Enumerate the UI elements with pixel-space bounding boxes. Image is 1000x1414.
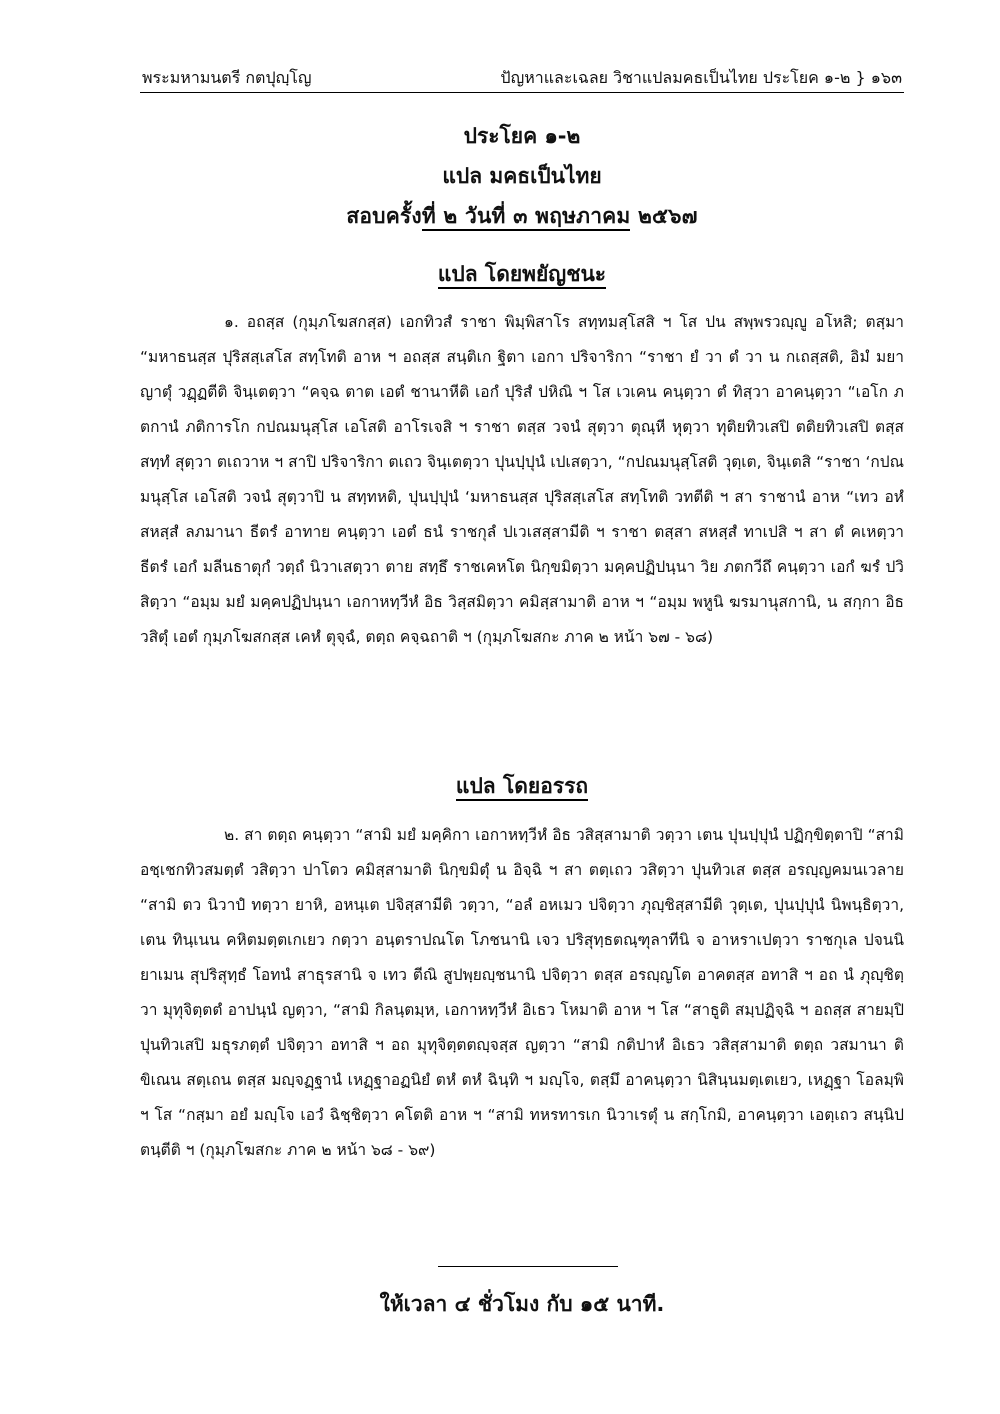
- title-level: ประโยค ๑-๒: [463, 124, 581, 148]
- exam-date-suffix: ๒๕๖๗: [630, 204, 698, 228]
- paragraph-2-text: สา ตตฺถ คนฺตฺวา “สามิ มยํ มคฺคิกา เอกาหทฺวีหํ อิธ วสิสฺสามาติ วตฺวา เตน ปุนปฺปุนํ ปฏิกฺขิตฺตาปิ “สามิ อชฺเชกทิวสมตฺตํ วสิตฺวา ปาโตว คมิสฺสามาติ นิกฺขมิตุํ น อิจฺฉิ ฯ สา ตตฺเถว วสิตฺวา ปุนทิวเส ตสฺส อรญฺญคมนเวลาย “สามิ ตว นิวาปํ ทตฺวา ยาหิ, อหนฺเต ปจิสฺสามีติ วตฺวา, “อลํ อหเมว ปจิตฺวา ภุญฺชิสฺสามีติ วุตฺเต, ปุนปฺปุนํ นิพนฺธิตฺวา, เตน ทินฺเนน คหิตมตฺตเกเยว กตฺวา อนฺตราปณโต โภชนานิ เจว ปริสุทฺธตณฺฑุลาทีนิ จ อาหราเปตฺวา ราชกุเล ปจนนิยาเมน สุปริสุทฺธํ โอทนํ สาธุรสานิ จ เทว ตีณิ สูปพฺยญฺชนานิ ปจิตฺวา ตสฺส อรญฺญโต อาคตสฺส อทาสิ ฯ อถ นํ ภุญฺชิตฺวา มุทุจิตฺตตํ อาปนฺนํ ญตฺวา, “สามิ กิลนฺตมฺห, เอกาหทฺวีหํ อิเธว โหมาติ อาห ฯ โส “สาธูติ สมฺปฏิจฺฉิ ฯ อถสฺส สายมฺปิ ปุนทิวเสปิ มธุรภตฺตํ ปจิตฺวา อทาสิ ฯ อถ มุทุจิตฺตตญฺจสฺส ญตฺวา “สามิ กติปาหํ อิเธว วสิสฺสามาติ ตตฺถ วสมานา ติขิเณน สตฺเถน ตสฺส มญฺจฏฺฐานํ เหฏฺฐาอฏนิยํ ตหํ ตหํ ฉินฺทิ ฯ มญฺโจ, ตสฺมึ อาคนฺตฺวา นิสินฺนมตฺเตเยว, เหฏฺฐา โอลมฺพิ ฯ โส “กสฺมา อยํ มญฺโจ เอวํ ฉิชฺชิตฺวา คโตติ อาห ฯ “สามิ ทหรทารเก นิวาเรตุํ น สกฺโกมิ, อาคนฺตฺวา เอตฺเถว สนฺนิปตนฺตีติ ฯ (กุมฺภโฆสกะ ภาค ๒ หน้า ๖๘ - ๖๙): [140, 826, 904, 1159]
- time-allotted: ให้เวลา ๔ ชั่วโมง กับ ๑๕ นาที.: [379, 1292, 665, 1316]
- page-header: [140, 66, 904, 93]
- closing-divider: [438, 1266, 618, 1267]
- paragraph-2-number: ๒.: [224, 826, 240, 844]
- section-heading-literal: [140, 258, 904, 291]
- section-heading-meaning: [140, 770, 904, 803]
- exam-date-prefix: สอบครั้ง: [346, 204, 422, 228]
- exam-date-underlined: ที่ ๒ วันที่ ๓ พฤษภาคม: [422, 204, 631, 231]
- paragraph-1: [140, 305, 904, 655]
- title-exam-date: [140, 202, 904, 230]
- paragraph-1-text: อถสฺส (กุมฺภโฆสกสฺส) เอกทิวสํ ราชา พิมฺพิสาโร สทฺทมสฺโสสิ ฯ โส ปน สพฺพรวญฺญู อโหสิ; ตสฺมา “มหาธนสฺส ปุริสสฺเสโส สทฺโทติ อาห ฯ อถสฺส สนฺติเก ฐิตา เอกา ปริจาริกา “ราชา ยํ วา ตํ วา น กเถสฺสติ, อิมํ มยา ญาตุํ วฏฺฏตีติ จินฺเตตฺวา “คจฺฉ ตาต เอตํ ชานาหีติ เอกํ ปุริสํ ปหิณิ ฯ โส เวเคน คนฺตฺวา ตํ ทิสฺวา อาคนฺตฺวา “เอโก ภตกานํ ภติการโก กปณมนุสฺโส เอโสติ อาโรเจสิ ฯ ราชา ตสฺส วจนํ สุตฺวา ตุณฺหี หุตฺวา ทุติยทิวเสปิ ตติยทิวเสปิ ตสฺส สทฺทํ สุตฺวา ตเถวาห ฯ สาปิ ปริจาริกา ตเถว จินฺเตตฺวา ปุนปฺปุนํ เปเสตฺวา, “กปณมนุสฺโสติ วุตฺเต, จินฺเตสิ “ราชา ‘กปณมนุสฺโส เอโสติ วจนํ สุตฺวาปิ น สทฺทหติ, ปุนปฺปุนํ ‘มหาธนสฺส ปุริสสฺเสโส สทฺโทติ วทตีติ ฯ สา ราชานํ อาห “เทว อหํ สหสฺสํ ลภมานา ธีตรํ อาทาย คนฺตฺวา เอตํ ธนํ ราชกุลํ ปเวเสสฺสามีติ ฯ ราชา ตสฺสา สหสฺสํ ทาเปสิ ฯ สา ตํ คเหตฺวา ธีตรํ เอกํ มลีนธาตุกํ วตฺถํ นิวาเสตฺวา ตาย สทฺธึ ราชเคหโต นิกฺขมิตฺวา มคฺคปฏิปนฺนา วิย ภตกวีถึ คนฺตฺวา เอกํ ฆรํ ปวิสิตฺวา “อมฺม มยํ มคฺคปฏิปนฺนา เอกาหทฺวีหํ อิธ วิสฺสมิตฺวา คมิสฺสามาติ อาห ฯ “อมฺม พหูนิ ฆรมานุสกานิ, น สกฺกา อิธ วสิตุํ เอตํ กุมฺภโฆสกสฺส เคหํ ตุจฺฉํ, ตตฺถ คจฺฉถาติ ฯ (กุมฺภโฆสกะ ภาค ๒ หน้า ๖๗ - ๖๘): [140, 313, 904, 646]
- title-subject: แปล มคธเป็นไทย: [442, 164, 602, 188]
- paragraph-1-number: ๑.: [224, 313, 239, 331]
- title-block: [140, 122, 904, 242]
- header-book-title: ปัญหาและเฉลย วิชาแปลมคธเป็นไทย ประโยค ๑-๒ } ๑๖๓: [500, 68, 902, 87]
- section-heading-meaning-text: แปล โดยอรรถ: [456, 774, 588, 801]
- section-heading-literal-text: แปล โดยพยัญชนะ: [438, 262, 606, 289]
- paragraph-2: [140, 818, 904, 1168]
- header-author: พระมหามนตรี กตปุญฺโญ: [142, 68, 312, 87]
